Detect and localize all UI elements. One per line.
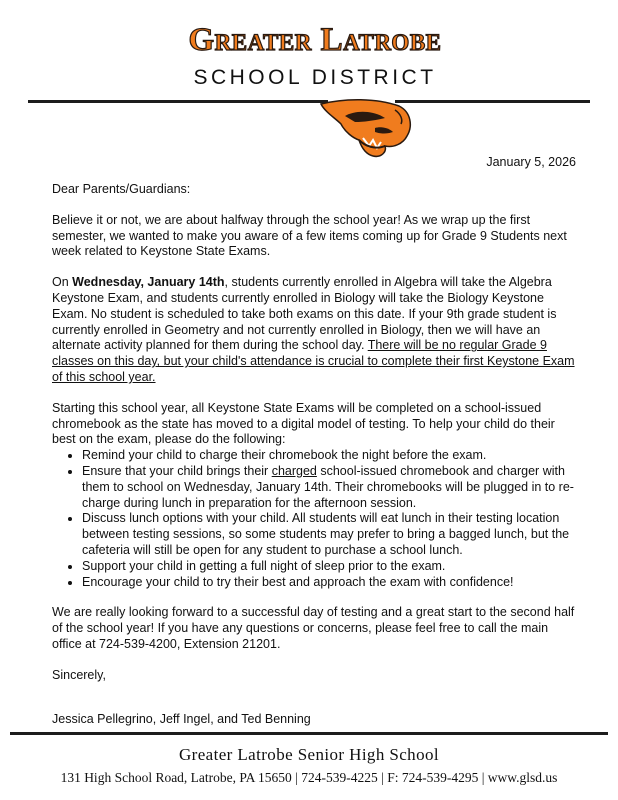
- signers: Jessica Pellegrino, Jeff Ingel, and Ted Benning: [52, 712, 311, 726]
- para2-prefix: On: [52, 275, 73, 290]
- list-item: [82, 464, 577, 511]
- wildcat-icon: [315, 96, 415, 162]
- footer-rule: [10, 732, 608, 735]
- attendance-notice: There will be no regular Grade 9 classes on this day, but your child's attendance is crucial to complete their first Keystone Exam of this school year.: [52, 338, 575, 384]
- letterhead: [0, 0, 618, 160]
- letter-date: January 5, 2026: [486, 155, 576, 169]
- header-rule-right: [395, 100, 590, 103]
- checklist: [52, 448, 577, 590]
- list-item: • Encourage your child to try their best and approach the exam with confidence!: [82, 575, 577, 591]
- footer-contact: 131 High School Road, Latrobe, PA 15650 | 724-539-4225 | F: 724-539-4295 | www.glsd.us: [60, 770, 558, 785]
- charged-underlined: charged: [271, 463, 317, 478]
- letter-body: [52, 182, 577, 699]
- district-name: Greater Latrobe: [188, 22, 442, 58]
- salutation: Dear Parents/Guardians:: [52, 182, 191, 196]
- paragraph-intro: Believe it or not, we are about halfway through the school year! As we wrap up the first semester, we wanted to make you aware of a few items coming up for Grade 9 Students next week related to Keystone State Exams.: [52, 212, 567, 259]
- para2-main: , students currently enrolled in Algebra will take the Algebra Keystone Exam, and students currently enrolled in Biology will take the Biology Keystone Exam. No student is scheduled to take both exams on this date. If your 9th grade student is currently enrolled in Geometry and not currently enrolled in Biology, then we will have an alternate activity planned for them during the school day.: [52, 275, 557, 353]
- bullet2-suffix: school-issued chromebook and charger with them to school on Wednesday, January 14th. Their chromebooks will be plugged in to re-charge during lunch in preparation for the afternoon session.: [82, 463, 574, 510]
- list-item: • Discuss lunch options with your child. All students will eat lunch in their testing location between testing sessions, so some students may prefer to bring a bagged lunch, but the cafeteria will still be open for any student to purchase a school lunch.: [82, 511, 577, 558]
- paragraph-digital-testing: Starting this school year, all Keystone State Exams will be completed on a school-issued chromebook as the state has moved to a digital model of testing. To help your child do their best on the exam, please do the following:: [52, 400, 555, 447]
- footer-school-name: Greater Latrobe Senior High School: [178, 745, 440, 764]
- list-item: • Remind your child to charge their chromebook the night before the exam.: [82, 448, 577, 464]
- list-item: • Support your child in getting a full night of sleep prior to the exam.: [82, 559, 577, 575]
- district-subtitle: SCHOOL DISTRICT: [193, 66, 437, 89]
- closing: Sincerely,: [52, 667, 106, 682]
- exam-date-bold: Wednesday, January 14th: [72, 275, 225, 290]
- bullet2-prefix: Ensure that your child brings their: [82, 463, 272, 478]
- paragraph-closing: We are really looking forward to a successful day of testing and a great start to the second half of the school year! If you have any questions or concerns, please feel free to call the main office at 724-539-4200, Extension 21201.: [52, 605, 575, 651]
- paragraph-exam-date: [52, 275, 577, 386]
- header-rule-left: [28, 100, 328, 103]
